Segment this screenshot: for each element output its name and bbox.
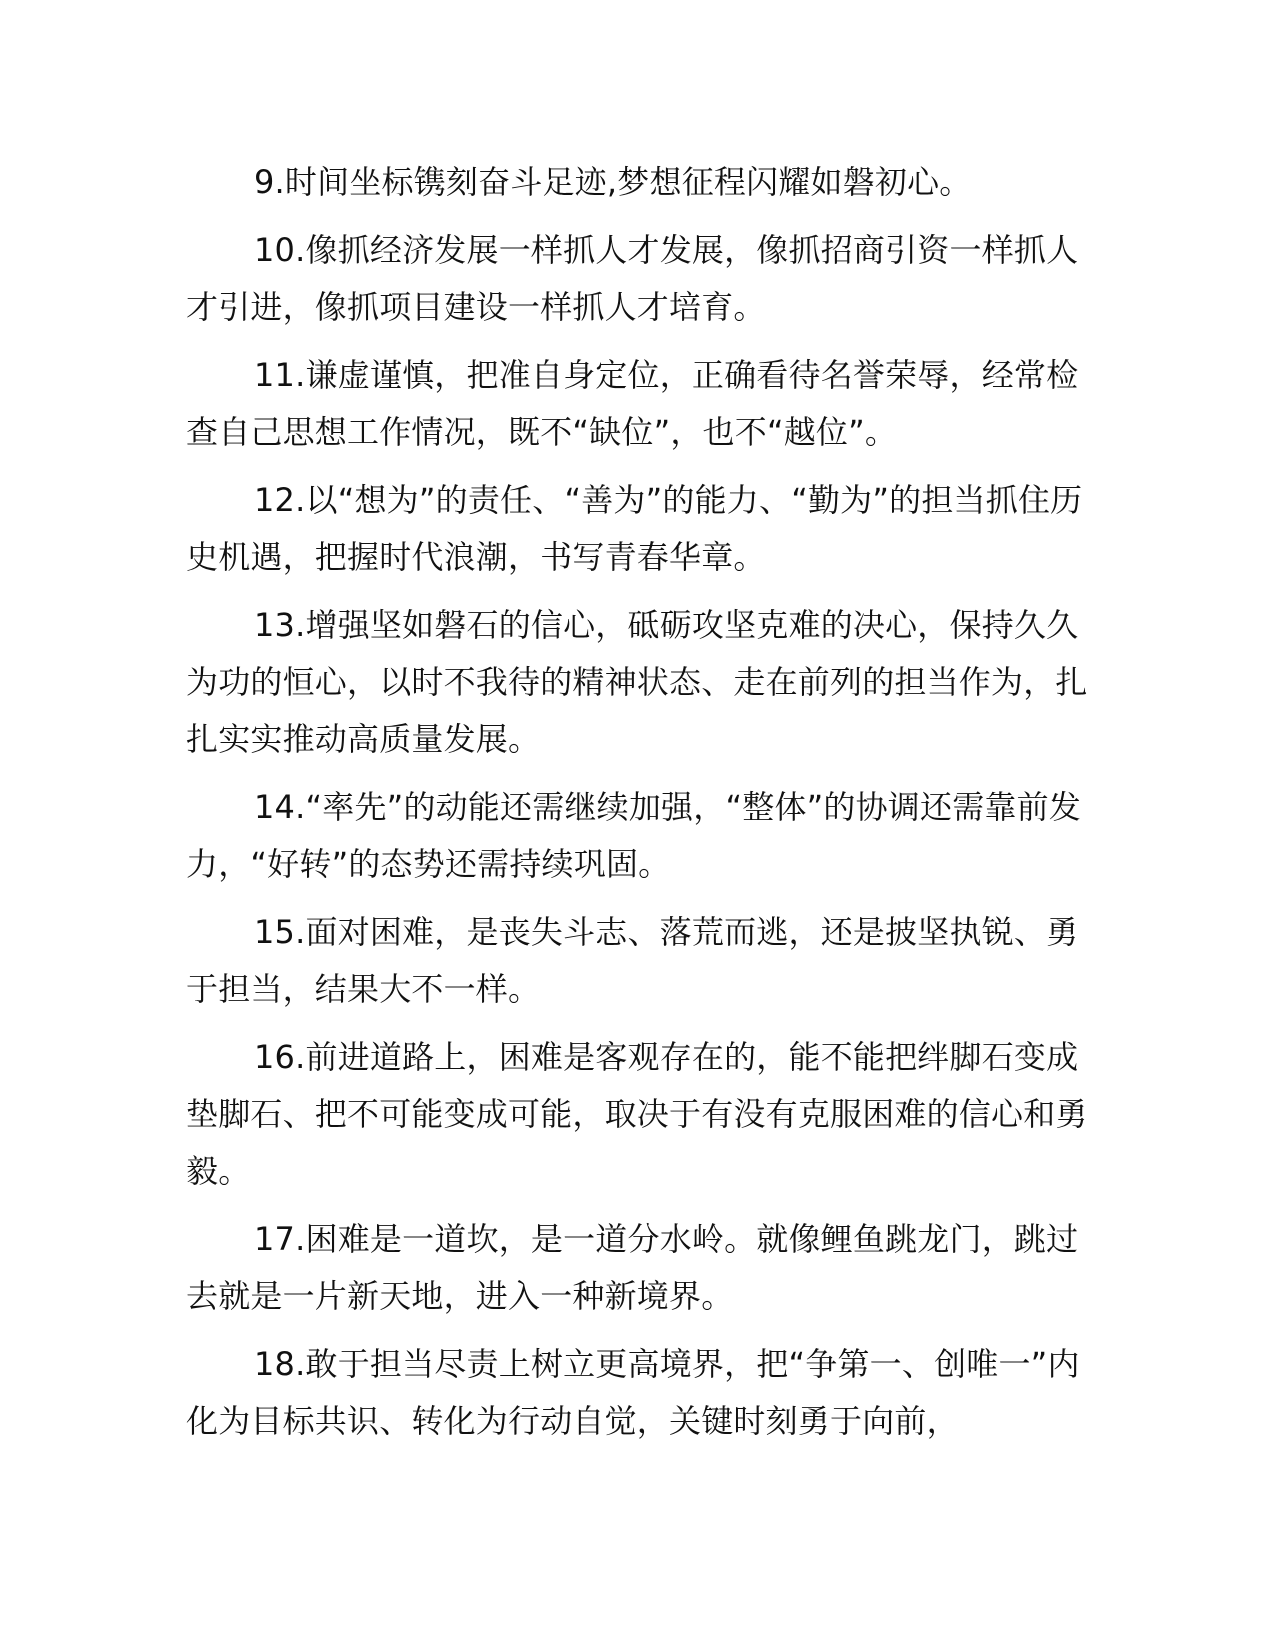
paragraph-14: 14.“率先”的动能还需继续加强，“整体”的协调还需靠前发力，“好转”的态势还需持续巩固。 xyxy=(186,788,1082,883)
paragraph-9: 9.时间坐标镌刻奋斗足迹,梦想征程闪耀如磐初心。 xyxy=(254,163,972,201)
paragraph-15: 15.面对困难，是丧失斗志、落荒而逃，还是披坚执锐、勇于担当，结果大不一样。 xyxy=(186,913,1079,1008)
paragraph-10: 10.像抓经济发展一样抓人才发展，像抓招商引资一样抓人才引进，像抓项目建设一样抓人才培育。 xyxy=(186,231,1079,326)
paragraph-16: 16.前进道路上，困难是客观存在的，能不能把绊脚石变成垫脚石、把不可能变成可能，取决于有没有克服困难的信心和勇毅。 xyxy=(186,1038,1088,1190)
paragraph-13: 13.增强坚如磐石的信心，砥砺攻坚克难的决心，保持久久为功的恒心，以时不我待的精神状态、走在前列的担当作为，扎扎实实推动高质量发展。 xyxy=(186,606,1088,758)
document-body xyxy=(186,154,1088,1461)
paragraph-12: 12.以“想为”的责任、“善为”的能力、“勤为”的担当抓住历史机遇，把握时代浪潮，书写青春华章。 xyxy=(186,481,1083,576)
paragraph-17: 17.困难是一道坎，是一道分水岭。就像鲤鱼跳龙门，跳过去就是一片新天地，进入一种新境界。 xyxy=(186,1220,1079,1315)
paragraph-11: 11.谦虚谨慎，把准自身定位，正确看待名誉荣辱，经常检查自己思想工作情况，既不“缺位”，也不“越位”。 xyxy=(186,356,1079,451)
paragraph-18: 18.敢于担当尽责上树立更高境界，把“争第一、创唯一”内化为目标共识、转化为行动自觉，关键时刻勇于向前， xyxy=(186,1345,1080,1440)
